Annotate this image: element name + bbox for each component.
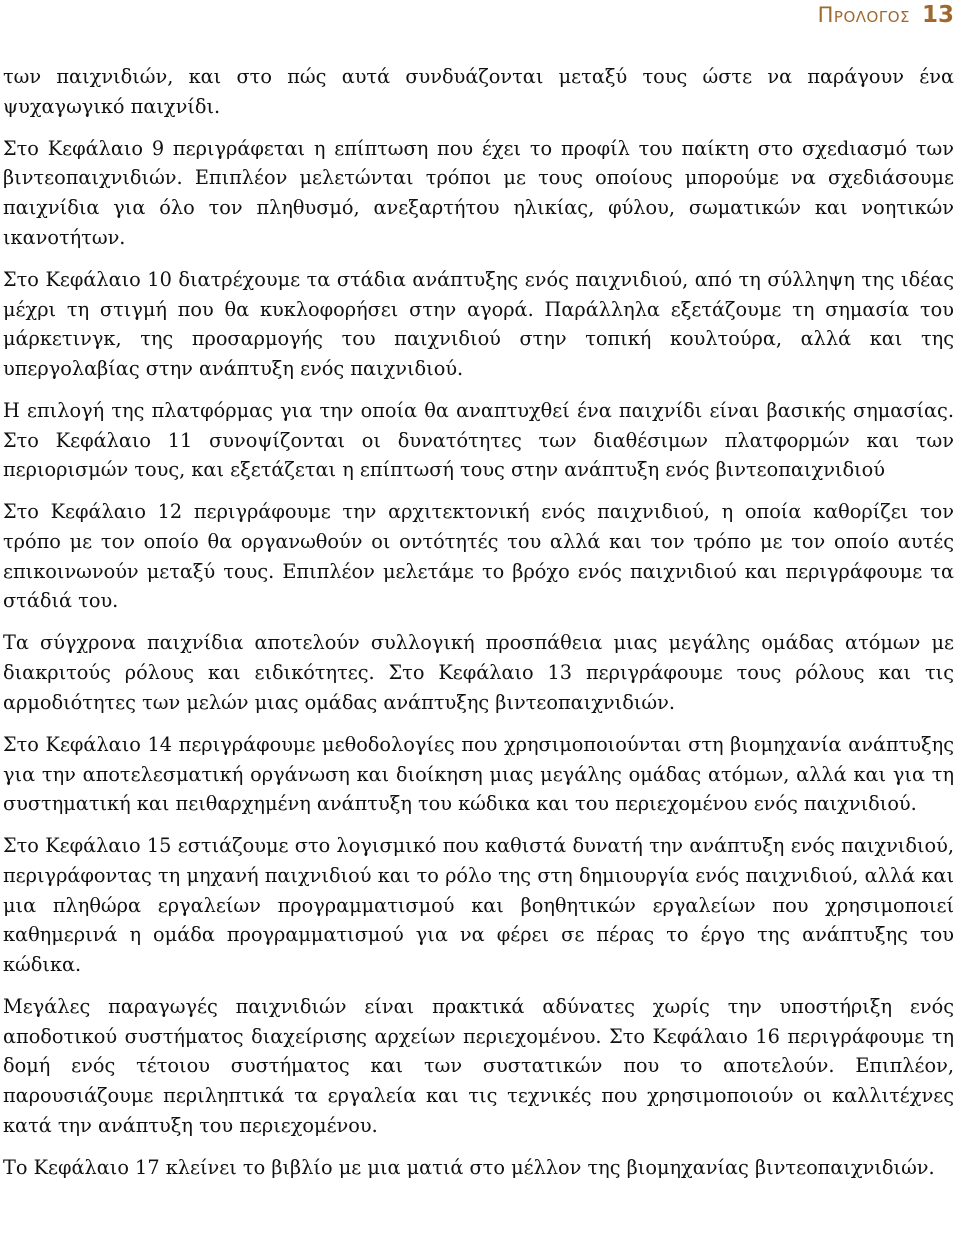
paragraph-2: Στο Κεφάλαιο 9 περιγράφεται η επίπτωση που έχει το προφίλ του παίκτη στο σχεdιασμό των βιντεοπαιχνιδιών. Επιπλέον μελετώνται τρόποι με τους οποίους μπορούμε να σχεδιάσουμε παιχνίδια για όλο τον πληθυσμό, ανεξαρτήτου ηλικίας, φύλου, σωματικών και νοητικών ικανοτήτων. bbox=[3, 136, 954, 249]
page-number: 13 bbox=[921, 2, 954, 28]
paragraph-3: Στο Κεφάλαιο 10 διατρέχουμε τα στάδια ανάπτυξης ενός παιχνιδιού, από τη σύλληψη της ιδέας μέχρι τη στιγμή που θα κυκλοφορήσει στην αγορά. Παράλληλα εξετάζουμε τη σημασία του μάρκετινγκ, της προσαρμογής του παιχνιδιού στην τοπική κουλτούρα, αλλά και της υπεργολαβίας στην ανάπτυξη ενός παιχνιδιού. bbox=[3, 267, 954, 380]
paragraph-8: Στο Κεφάλαιο 15 εστιάζουμε στο λογισμικό που καθιστά δυνατή την ανάπτυξη ενός παιχνιδιού, περιγράφοντας τη μηχανή παιχνιδιού και το ρόλο της στη δημιουργία ενός παιχνιδιού, αλλά και μια πληθώρα εργαλείων προγραμματισμού και βοηθητικών εργαλείων που χρησιμοποιεί καθημερινά η ομάδα προγραμματισμού για να φέρει σε πέρας το έργο της ανάπτυξης του κώδικα. bbox=[3, 834, 954, 977]
paragraph-10: Το Κεφάλαιο 17 κλείνει το βιβλίο με μια ματιά στο μέλλον της βιομηχανίας βιντεοπαιχνιδιών. bbox=[3, 1155, 935, 1179]
paragraph-9: Μεγάλες παραγωγές παιχνιδιών είναι πρακτικά αδύνατες χωρίς την υποστήριξη ενός αποδοτικού συστήματος διαχείρισης αρχείων περιεχομένου. Στο Κεφάλαιο 16 περιγράφουμε τη δομή ενός τέτοιου συστήματος και των συστατικών που το αποτελούν. Επιπλέον, παρουσιάζουμε περιληπτικά τα εργαλεία και τις τεχνικές που χρησιμοποιούν οι καλλιτέχνες κατά την ανάπτυξη του περιεχομένου. bbox=[3, 995, 954, 1137]
body-text bbox=[3, 62, 954, 1195]
paragraph-1: των παιχνιδιών, και στο πώς αυτά συνδυάζονται μεταξύ τους ώστε να παράγουν ένα ψυχαγωγικό παιχνίδι. bbox=[3, 65, 954, 118]
running-header bbox=[818, 2, 954, 28]
paragraph-5: Στο Κεφάλαιο 12 περιγράφουμε την αρχιτεκτονική ενός παιχνιδιού, η οποία καθορίζει τον τρόπο με τον οποίο θα οργανωθούν οι οντότητές του αλλά και τον τρόπο με τον οποίο αυτές επικοινωνούν μεταξύ τους. Επιπλέον μελετάμε το βρόχο ενός παιχνιδιού και περιγράφουμε τα στάδιά του. bbox=[3, 500, 954, 613]
paragraph-4: Η επιλογή της πλατφόρμας για την οποία θα αναπτυχθεί ένα παιχνίδι είναι βασικής σημασίας. Στο Κεφάλαιο 11 συνοψίζονται οι δυνατότητες των διαθέσιμων πλατφορμών και των περιορισμών τους, και εξετάζεται η επίπτωσή τους στην ανάπτυξη ενός βιντεοπαιχνιδιού bbox=[3, 398, 954, 482]
paragraph-6: Τα σύγχρονα παιχνίδια αποτελούν συλλογική προσπάθεια μιας μεγάλης ομάδας ατόμων με διακριτούς ρόλους και ειδικότητες. Στο Κεφάλαιο 13 περιγράφουμε τους ρόλους και τις αρμοδιότητες των μελών μιας ομάδας ανάπτυξης βιντεοπαιχνιδιών. bbox=[3, 631, 954, 714]
section-title: ΠΡΟΛΟΓΟΣ bbox=[817, 3, 910, 27]
paragraph-7: Στο Κεφάλαιο 14 περιγράφουμε μεθοδολογίες που χρησιμοποιούνται στη βιομηχανία ανάπτυξης για την αποτελεσματική οργάνωση και διοίκηση μιας μεγάλης ομάδας ατόμων, αλλά και για τη συστηματική και πειθαρχημένη ανάπτυξη του κώδικα και του περιεχομένου ενός παιχνιδιού. bbox=[3, 732, 954, 816]
